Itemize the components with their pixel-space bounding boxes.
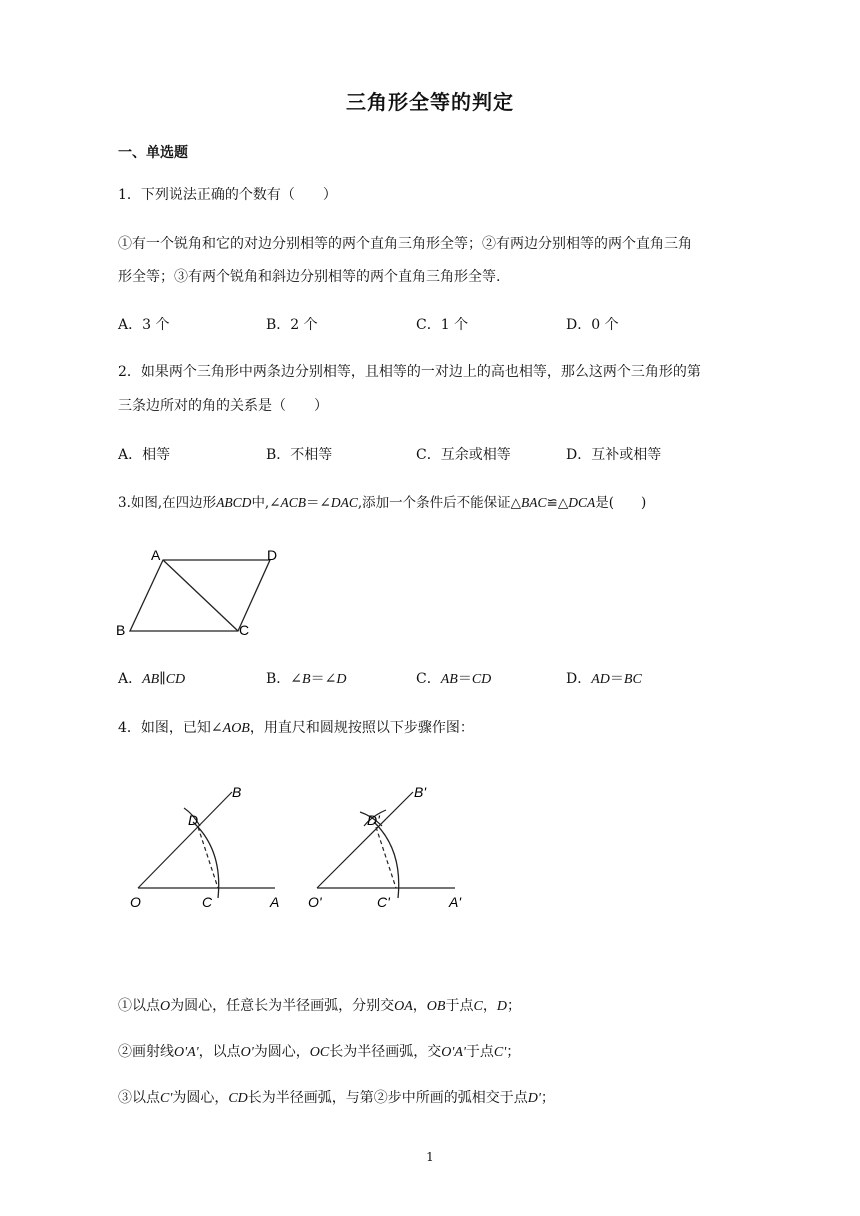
arc-cd — [193, 822, 219, 898]
q3-stem: 3.如图,在四边形ABCD中,∠ACB＝∠DAC,添加一个条件后不能保证△BAC≌△DCA是( ) — [118, 495, 647, 511]
q4-construction-figure — [120, 770, 480, 920]
label-o: O — [130, 894, 141, 910]
q1-option-b: B．2 个 — [266, 317, 318, 333]
q1-option-c: C．1 个 — [416, 317, 469, 333]
q3-option-c: C．AB＝CD — [416, 671, 492, 687]
label-c: C — [202, 894, 213, 910]
page-number: 1 — [426, 1150, 434, 1164]
q2-option-b: B．不相等 — [266, 447, 333, 463]
q3-option-d: D．AD＝BC — [566, 671, 642, 687]
label-b-prime: B' — [414, 784, 427, 800]
q4-step-3: ③以点C'为圆心，CD长为半径画弧，与第②步中所画的弧相交于点D'； — [118, 1090, 555, 1106]
label-d: D — [188, 812, 199, 828]
q2-stem-line2: 三条边所对的角的关系是（ ） — [118, 398, 328, 414]
label-a: A — [151, 547, 161, 563]
q2-option-c: C．互余或相等 — [416, 447, 511, 463]
label-a: A — [270, 894, 280, 910]
q2-stem-line1: 2．如果两个三角形中两条边分别相等，且相等的一对边上的高也相等，那么这两个三角形的第 — [118, 364, 701, 380]
page-title: 三角形全等的判定 — [346, 90, 514, 114]
q3-option-a: A．AB∥CD — [118, 671, 186, 687]
q2-option-d: D．互补或相等 — [566, 447, 662, 463]
label-c-prime: C' — [377, 894, 390, 910]
q1-statement-line2: 形全等；③有两个锐角和斜边分别相等的两个直角三角形全等. — [118, 269, 501, 285]
q4-stem: 4．如图，已知∠AOB，用直尺和圆规按照以下步骤作图： — [118, 720, 474, 736]
q1-stem: 1．下列说法正确的个数有（ ） — [118, 187, 337, 203]
construction-angle-aob-prime — [308, 784, 462, 910]
arc-c-prime-d-prime — [374, 822, 399, 898]
label-b: B — [116, 622, 126, 638]
q1-option-a: A．3 个 — [118, 317, 170, 333]
label-a-prime: A' — [449, 894, 462, 910]
q4-step-1: ①以点O为圆心，任意长为半径画弧，分别交OA，OB于点C，D； — [118, 998, 521, 1014]
q1-option-d: D．0 个 — [566, 317, 619, 333]
q4-step-2: ②画射线O'A'，以点O'为圆心，OC长为半径画弧，交O'A'于点C'； — [118, 1044, 521, 1060]
label-d: D — [267, 547, 278, 563]
construction-angle-aob — [130, 784, 279, 910]
label-d-prime: D' — [367, 812, 380, 828]
q3-option-b: B．∠B＝∠D — [266, 671, 347, 687]
q2-option-a: A．相等 — [118, 447, 171, 463]
q1-statement-line1: ①有一个锐角和它的对边分别相等的两个直角三角形全等；②有两边分别相等的两个直角三角 — [118, 236, 692, 252]
diagonal-ac — [163, 560, 238, 631]
q3-parallelogram-figure — [110, 540, 290, 640]
label-c: C — [239, 622, 250, 638]
label-b: B — [232, 784, 242, 800]
section-heading: 一、单选题 — [118, 145, 188, 161]
label-o-prime: O' — [308, 894, 322, 910]
